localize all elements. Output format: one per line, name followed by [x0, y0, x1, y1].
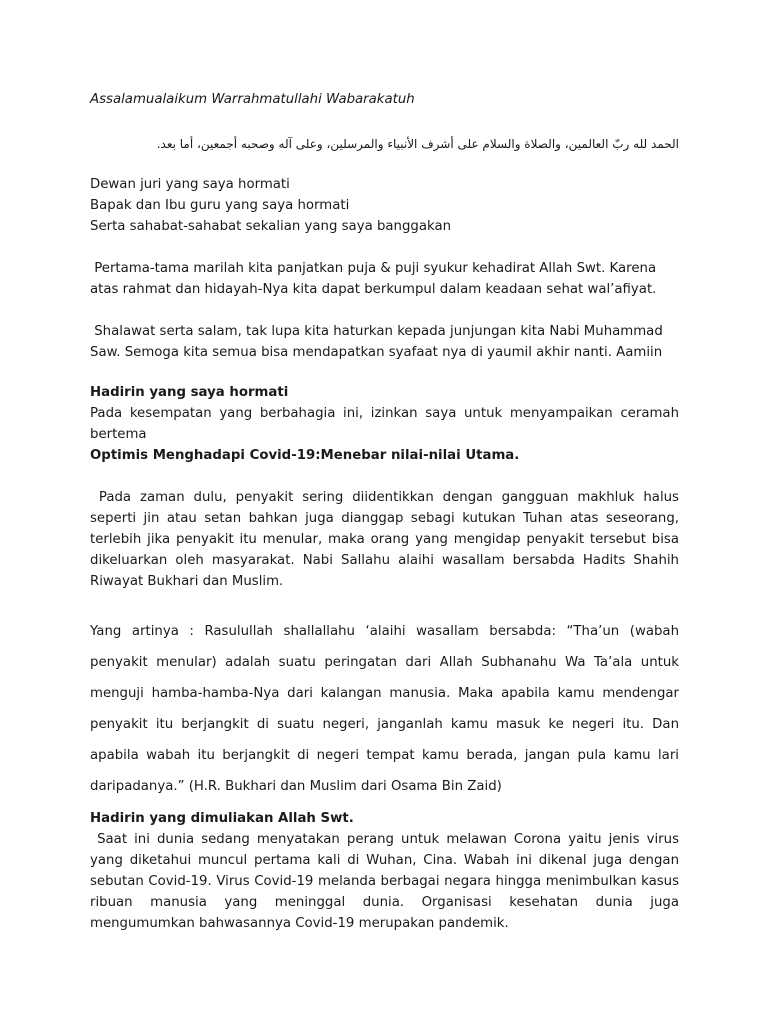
document-body	[90, 90, 684, 934]
salutation-line: Bapak dan Ibu guru yang saya hormati	[90, 198, 350, 213]
paragraph-intro: Pada kesempatan yang berbahagia ini, izinkan saya untuk menyampaikan ceramah bertema	[90, 406, 679, 442]
speech-theme: Optimis Menghadapi Covid-19:Menebar nilai-nilai Utama.	[90, 448, 520, 463]
salutation-line: Serta sahabat-sahabat sekalian yang saya banggakan	[90, 219, 452, 234]
salutation-list	[90, 174, 679, 237]
paragraph-corona: Saat ini dunia sedang menyatakan perang untuk melawan Corona yaitu jenis virus yang diketahui muncul pertama kali di Wuhan, Cina. Wabah ini dikenal juga dengan sebutan Covid-19. Virus Covid-19 melanda berbagai negara hingga menimbulkan kasus ribuan manusia yang meninggal dunia. Organisasi kesehatan dunia juga mengumumkan bahwasannya Covid-19 merupakan pandemik.	[90, 832, 684, 931]
paragraph-history: Pada zaman dulu, penyakit sering diidentikkan dengan gangguan makhluk halus seperti jin atau setan bahkan juga dianggap sebagi kutukan Tuhan atas seseorang, terlebih jika penyakit itu menular, maka orang yang mengidap penyakit tersebut bisa dikeluarkan oleh masyarakat. Nabi Sallahu alaihi wasallam bersabda Hadits Shahih Riwayat Bukhari dan Muslim.	[90, 490, 684, 589]
heading-audience-honored: Hadirin yang dimuliakan Allah Swt.	[90, 811, 354, 826]
paragraph-praise: Pertama-tama marilah kita panjatkan puja & puji syukur kehadirat Allah Swt. Karena atas rahmat dan hidayah-Nya kita dapat berkumpul dalam keadaan sehat wal’afiyat.	[90, 261, 661, 297]
heading-audience: Hadirin yang saya hormati	[90, 385, 289, 400]
greeting: Assalamualaikum Warrahmatullahi Wabarakatuh	[90, 92, 415, 107]
salutation-line: Dewan juri yang saya hormati	[90, 177, 290, 192]
arabic-opening: الحمد لله ربّ العالمين، والصلاة والسلام على أشرف الأنبياء والمرسلين، وعلى آله وصحبه أجمعين، أما بعد.	[156, 137, 679, 151]
paragraph-hadith: Yang artinya : Rasulullah shallallahu ‘alaihi wasallam bersabda: “Tha’un (wabah penyakit menular) adalah suatu peringatan dari Allah Subhanahu Wa Ta’ala untuk menguji hamba-hamba-Nya dari kalangan manusia. Maka apabila kamu mendengar penyakit itu berjangkit di suatu negeri, janganlah kamu masuk ke negeri itu. Dan apabila wabah itu berjangkit di negeri tempat kamu berada, jangan pula kamu lari daripadanya.” (H.R. Bukhari dan Muslim dari Osama Bin Zaid)	[90, 624, 679, 794]
paragraph-shalawat: Shalawat serta salam, tak lupa kita haturkan kepada junjungan kita Nabi Muhammad Saw. Semoga kita semua bisa mendapatkan syafaat nya di yaumil akhir nanti. Aamiin	[90, 324, 668, 360]
